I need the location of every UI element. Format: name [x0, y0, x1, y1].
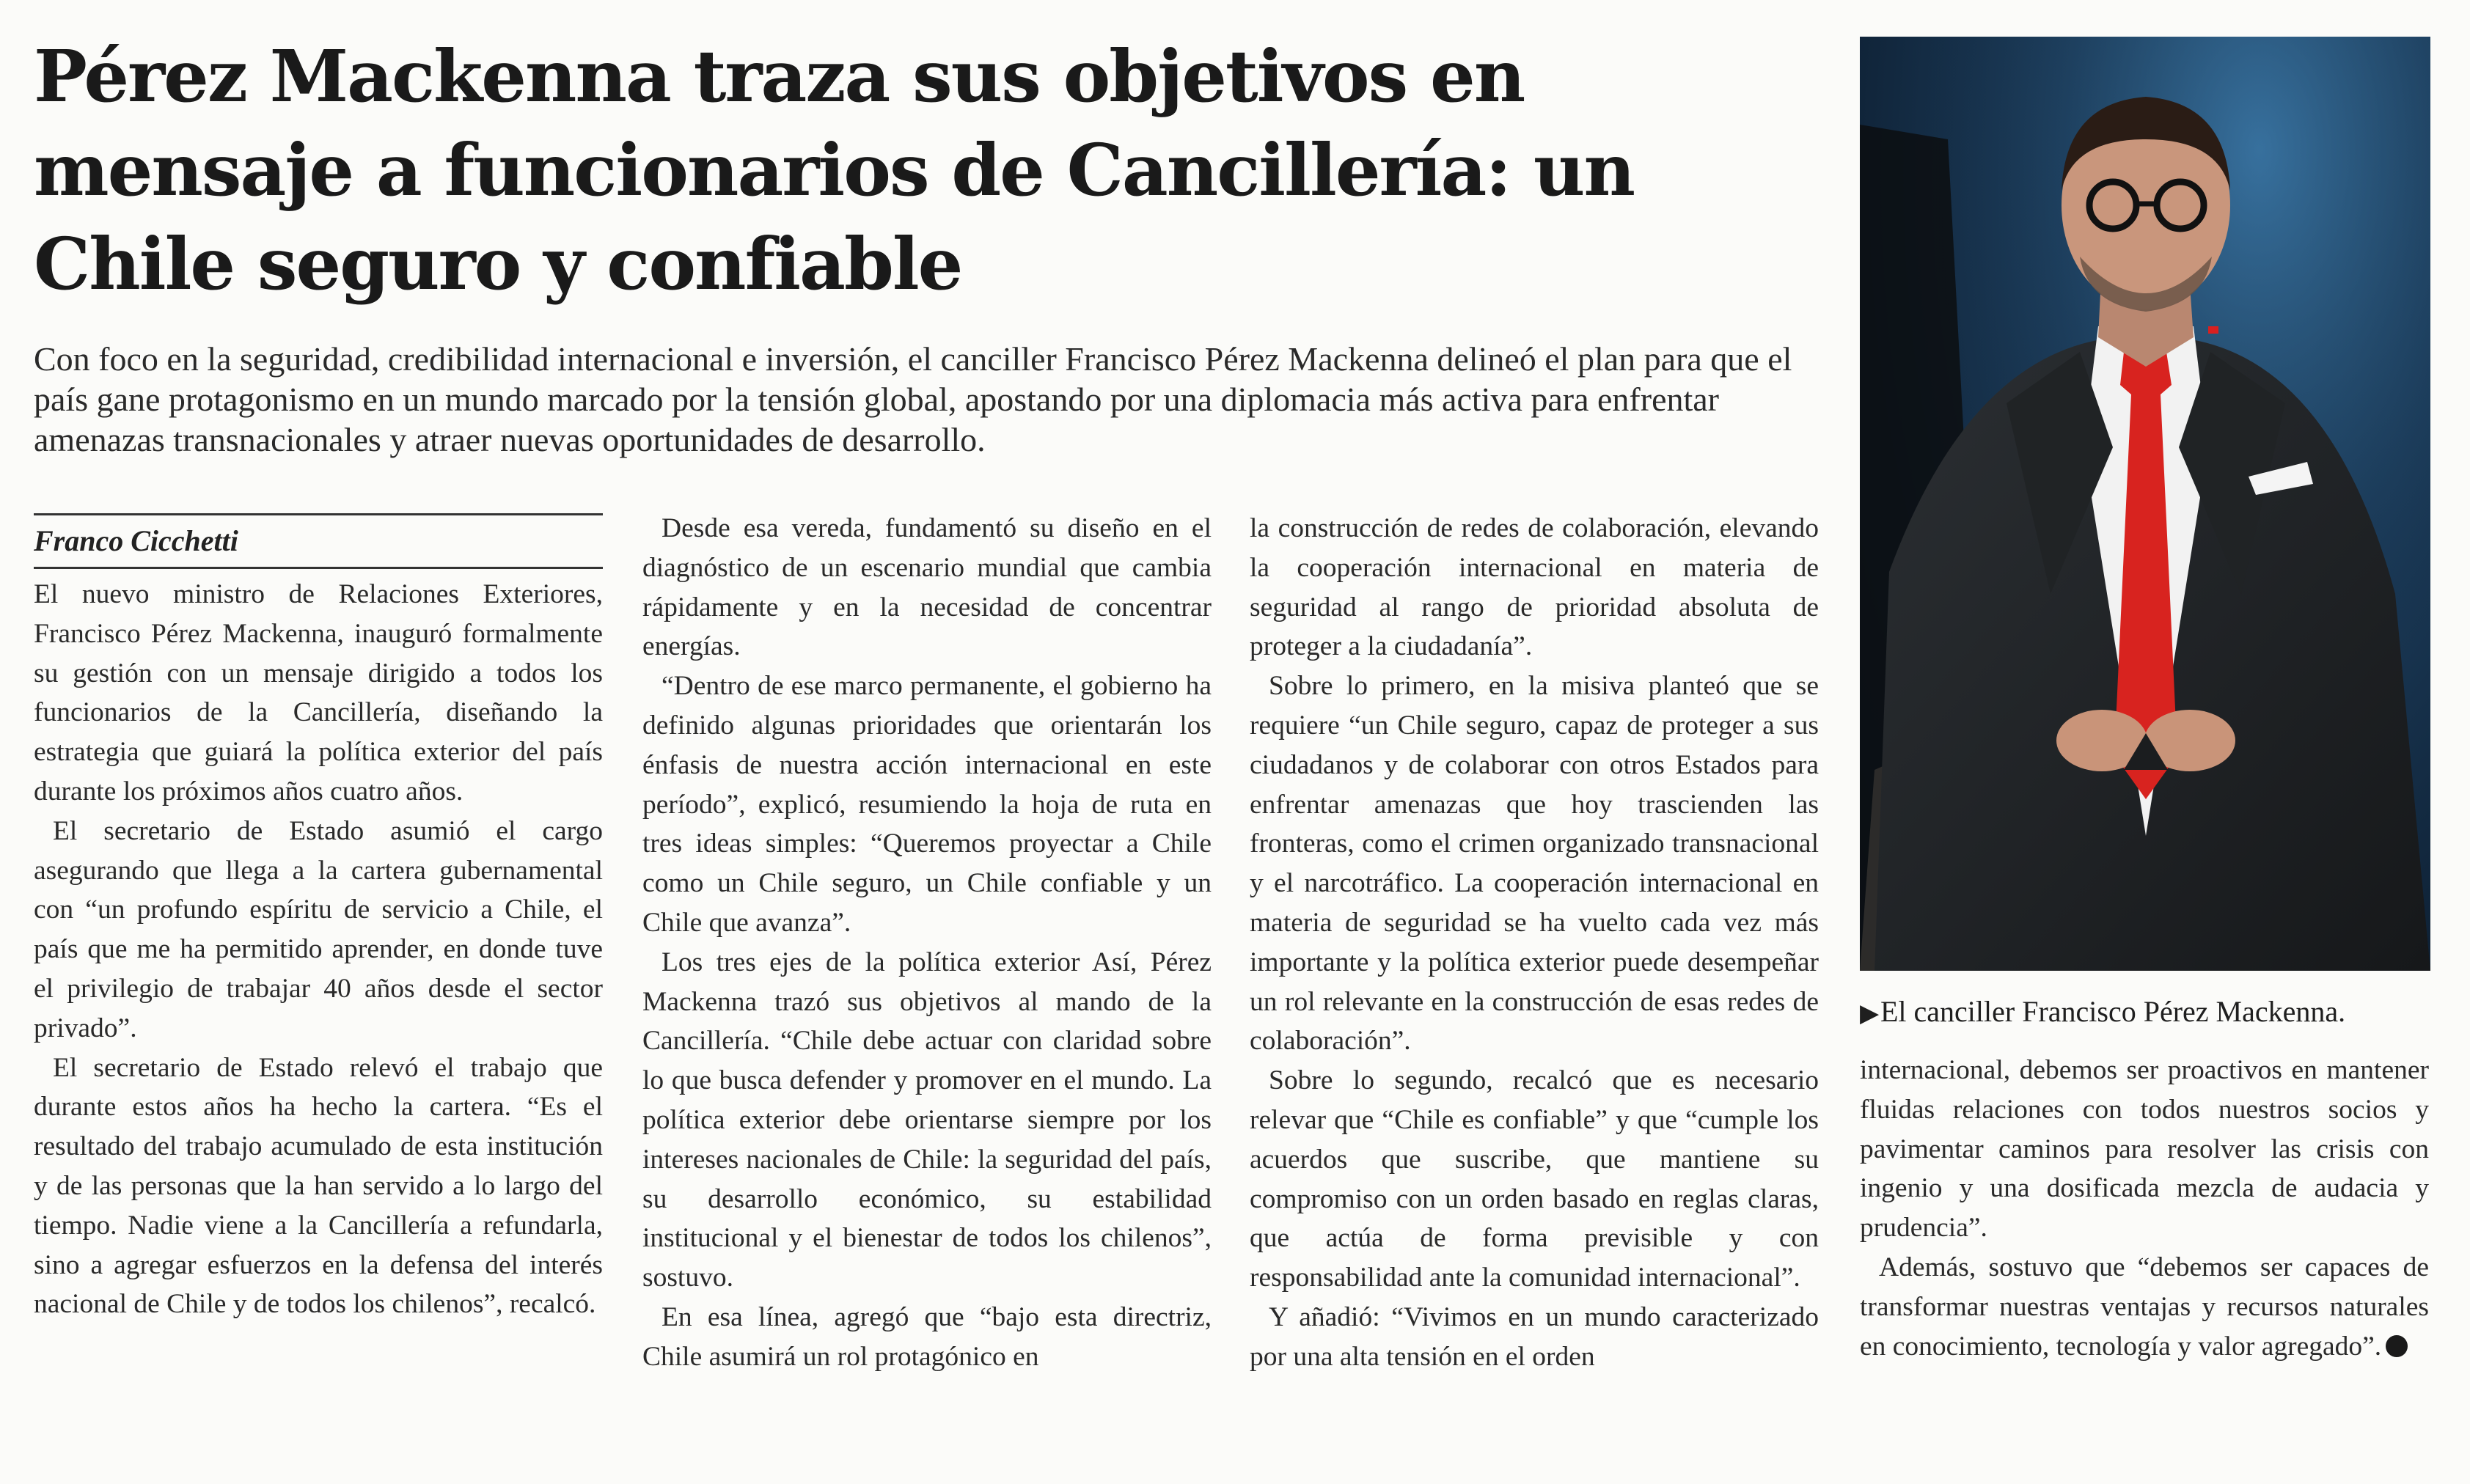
byline: Franco Cicchetti: [34, 513, 603, 569]
body-paragraph: la construcción de redes de colaboración, elevando la cooperación internacional en materia de seguridad al rango de prioridad absoluta de proteger a la ciudadanía”.: [1250, 513, 1819, 662]
portrait-photo: [1860, 37, 2430, 971]
body-paragraph: Sobre lo primero, en la misiva planteó que se requiere “un Chile seguro, capaz de proteger a sus ciudadanos y de colaborar con otros Estados para enfrentar amenazas que hoy trascienden las fronteras, como el crimen organizado transnacional y el narcotráfico. La cooperación internacional en materia de seguridad se ha vuelto cada vez más importante y la política exterior puede desempeñar un rol relevante en la construcción de esas redes de colaboración”.: [1250, 671, 1819, 1057]
body-paragraph: En esa línea, agregó que “bajo esta directriz, Chile asumirá un rol protagónico en: [642, 1301, 1212, 1372]
body-paragraph-text: Además, sostuvo que “debemos ser capaces de transformar nuestras ventajas y recursos naturales en conocimiento, tecnología y valor agregado”.: [1860, 1252, 2429, 1362]
caption-text: El canciller Francisco Pérez Mackenna.: [1880, 995, 2346, 1028]
end-of-article-icon: [2386, 1335, 2408, 1357]
portrait-illustration: [1860, 37, 2430, 971]
body-paragraph: El nuevo ministro de Relaciones Exteriores, Francisco Pérez Mackenna, inauguró formalmente su gestión con un mensaje dirigido a todos los funcionarios de la Cancillería, diseñando la estrategia que guiará la política exterior del país durante los próximos años cuatro años.: [34, 579, 603, 807]
article-column-1: [34, 575, 603, 1455]
body-paragraph: internacional, debemos ser proactivos en mantener fluidas relaciones con todos nuestros socios y pavimentar caminos para resolver las crisis con ingenio y una dosificada mezcla de audacia y prudencia”.: [1860, 1055, 2429, 1244]
headline: Pérez Mackenna traza sus objetivos en mensaje a funcionarios de Cancillería: un Chile seguro y confiable: [34, 34, 1634, 306]
body-paragraph: Sobre lo segundo, recalcó que es necesario relevar que “Chile es confiable” y que “cumple los acuerdos que suscribe, que mantiene su compromiso con un orden basado en reglas claras, que actúa de forma previsible y con responsabilidad ante la comunidad internacional”.: [1250, 1065, 1819, 1293]
article-column-3: [1250, 509, 1819, 1455]
body-paragraph: El secretario de Estado asumió el cargo asegurando que llega a la cartera gubernamental con “un profundo espíritu de servicio a Chile, el país que me ha permitido aprender, en donde tuve el privilegio de trabajar 40 años desde el sector privado”.: [34, 815, 603, 1043]
article-column-2: [642, 509, 1212, 1455]
body-paragraph: Desde esa vereda, fundamentó su diseño en el diagnóstico de un escenario mundial que cambia rápidamente y en la necesidad de concentrar energías.: [642, 513, 1212, 662]
body-paragraph: Y añadió: “Vivimos en un mundo caracterizado por una alta tensión en el orden: [1250, 1301, 1819, 1372]
lead-paragraph: Con foco en la seguridad, credibilidad internacional e inversión, el canciller Francisco Pérez Mackenna delineó el plan para que el país gane protagonismo en un mundo marcado por la tensión global, apostando por una diplomacia más activa para enfrentar amenazas transnacionales y atraer nuevas oportunidades de desarrollo.: [34, 340, 1792, 458]
body-paragraph: “Dentro de ese marco permanente, el gobierno ha definido algunas prioridades que orientarán los énfasis de nuestra acción internacional en este período”, explicó, resumiendo la hoja de ruta en tres ideas simples: “Queremos proyectar a Chile como un Chile seguro, un Chile confiable y un Chile que avanza”.: [642, 671, 1212, 938]
photo-caption: [1860, 993, 2429, 1033]
body-paragraph: [1860, 1248, 2429, 1366]
caption-marker-icon: ▶: [1860, 1000, 1880, 1027]
article-column-4: [1860, 1051, 2429, 1461]
body-paragraph: Los tres ejes de la política exterior Así, Pérez Mackenna trazó sus objetivos al mando de la Cancillería. “Chile debe actuar con claridad sobre lo que busca defender y promover en el mundo. La política exterior debe orientarse siempre por los intereses nacionales de Chile: la seguridad del país, su desarrollo económico, su estabilidad institucional y el bienestar de todos los chilenos”, sostuvo.: [642, 947, 1212, 1293]
body-paragraph: El secretario de Estado relevó el trabajo que durante estos años ha hecho la cartera. “Es el resultado del trabajo acumulado de esta institución y de las personas que la han servido a lo largo del tiempo. Nadie viene a la Cancillería a refundarla, sino a agregar esfuerzos en la defensa del interés nacional de Chile y de todos los chilenos”, recalcó.: [34, 1052, 603, 1320]
